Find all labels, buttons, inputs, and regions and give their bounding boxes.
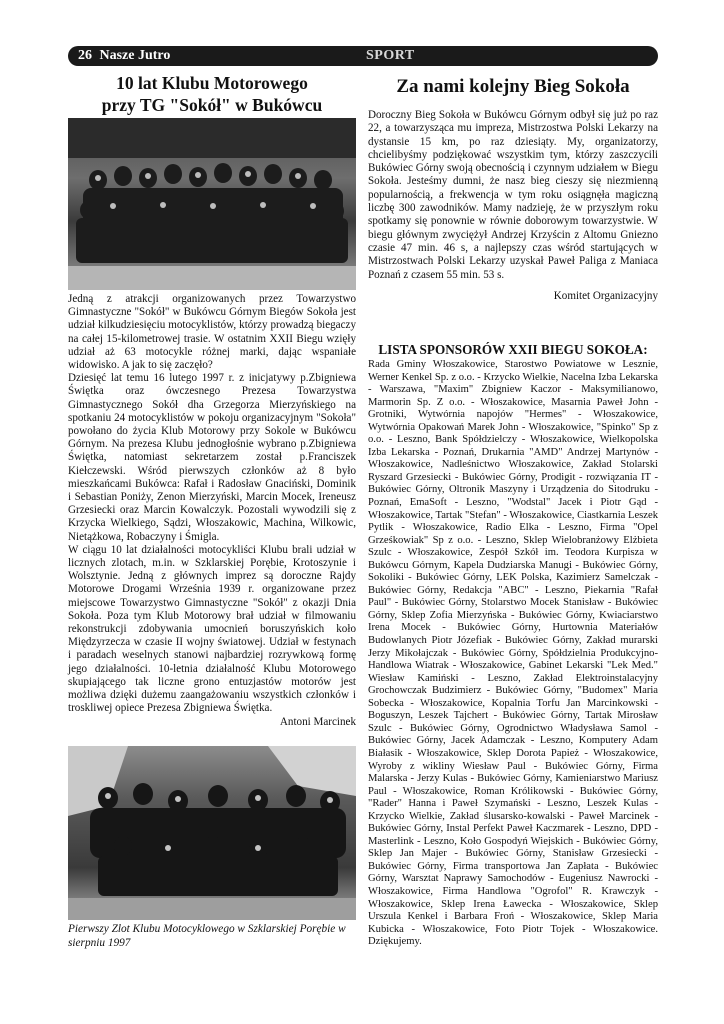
left-paragraph-1: Jedną z atrakcji organizowanych przez Towarzystwo Gimnastyczne "Sokół" w Bukówcu Górnym Biegów Sokoła jest udział kilkudziesięciu motocyklistów, którzy prowadzą biegaczy na całej 15-kilometrowej trasie. W ostatnim XXII Biegu wzięły udział aż 63 motocykle różnej marki, dając wspaniałe widowisko. A jak to się zaczęło? [68, 293, 356, 372]
right-article-signature: Komitet Organizacyjny [553, 289, 658, 302]
group-photo-motorcyclists [68, 118, 356, 290]
rally-photo [68, 746, 356, 920]
right-article-body [368, 109, 658, 303]
left-article-body [68, 293, 356, 729]
page-header-left [78, 48, 174, 64]
left-paragraph-2: Dziesięć lat temu 16 lutego 1997 r. z inicjatywy p.Zbigniewa Świętka oraz ówczesnego Prezesa Towarzystwa Gimnastycznego Sokół dha Grzegorza Mierzyńskiego na spotkaniu 24 motocyklistów w pokoju organizacyjnym "Sokoła" powołano do życia Klub Motorowy przy Sokole w Bukówcu Górnym. Na prezesa Klubu jednogłośnie wybrano p.Zbigniewa Świętka, natomiast sekretarzem został p.Franciszek Kiełczewski. Wśród pierwszych członków aż 8 było mieszkańcami Bukówca: Rafał i Radosław Gnaciński, Dominik i Sebastian Poniży, Zenon Mierzyński, Marcin Mocek, Ireneusz Grzesiecki oraz Marcin Kowalczyk. Pozostali wywodzili się z Krzycka Wielkiego, Sądzi, Włoszakowic, Machina, Wilkowic, Nietążkowa, Robaczyny i Śmigla. [68, 372, 356, 543]
section-label: SPORT [366, 48, 415, 63]
page-header [68, 46, 658, 66]
left-article-author: Antoni Marcinek [279, 715, 356, 728]
magazine-name: Nasze Jutro [99, 48, 171, 63]
right-article-title: Za nami kolejny Bieg Sokoła [396, 76, 630, 97]
left-article-title [68, 72, 356, 116]
right-article-paragraph: Doroczny Bieg Sokoła w Bukówcu Górnym odbył się już po raz 22, a towarzysząca mu impreza, Mistrzostwa Polski Lekarzy na dystansie 15 km, po raz dziesiąty. My, organizatorzy, chcielibyśmy podziękować wszystkim tym, którzy zaszczycili Bukówiec Górny swoją obecnością i czynnym udziałem w Biegu Sokoła. Jesteśmy dumni, że nasz bieg cieszy się niezmienną popularnością, a frekwencja w tym roku osiągnęła magiczną liczbę 300 zawodników. Mamy nadzieję, że w przyszłym roku spotkamy się ponownie w równie doborowym towarzystwie. W biegu głównym zwyciężył Andrzej Krzyścin z Altomu Gniezno czasie 47 min. 46 s, a najlepszy czas wśród startujących w Mistrzostwach Polski Lekarzy uzyskał Paweł Paliga z Maniaca Poznań z czasem 55 min. 53 s. [368, 109, 658, 281]
sponsors-heading: LISTA SPONSORÓW XXII BIEGU SOKOŁA: [378, 342, 648, 357]
rally-photo-illustration [68, 746, 356, 920]
page-number: 26 [78, 48, 92, 63]
left-paragraph-3: W ciągu 10 lat działalności motocykliści Klubu brali udział w licznych zlotach, m.in. w Szklarskiej Porębie, Krotoszynie i Wolsztynie. Jedną z głównych imprez są doroczne Rajdy Motorowe Drogami Września 1939 r. organizowane przez miejscowe Towarzystwo Gimnastyczne "Sokół" z okazji Dnia Sokoła. Poza tym Klub Motorowy brał udział w filmowaniu rekonstrukcji zdobywania umocnień boruszyńskich koło Międzyrzecza w czasie II wojny światowej. Udział w festynach i paradach weselnych stanowi najbardziej rozrywkową formę jego działalności. 10-letnia działalność Klubu Motorowego skupiającego tak liczne grono entuzjastów motorów jest możliwa dzięki dużemu zaangażowaniu wszystkich członków i troskliwej opiece Prezesa Zbigniewa Świętka. [68, 543, 356, 715]
sponsors-list [368, 359, 658, 949]
photo-caption: Pierwszy Zlot Klubu Motocyklowego w Szklarskiej Porębie w sierpniu 1997 [68, 923, 346, 949]
left-title-line1: 10 lat Klubu Motorowego [116, 73, 308, 93]
group-photo-illustration [68, 118, 356, 290]
left-title-line2: przy TG "Sokół" w Bukówcu [101, 95, 323, 115]
sponsors-paragraph: Rada Gminy Włoszakowice, Starostwo Powiatowe w Lesznie, Werner Kenkel Sp. z o.o. - Krzycko Wielkie, Nacelna Izba Lekarska - Warszawa, "Maxim" Zbigniew Kaczor - Maksymilianowo, Marmorin Sp. Z o.o. - Włoszakowice, Masarnia Paweł John - Grotniki, Wytwórnia napojów "Hermes" - Włoszakowice, Wytwórnia Opakowań Marek John - Włoszakowice, "Spinko" Sp z o.o. - Leszno, Bank Spółdzielczy - Włoszakowice, Wielkopolska Izba Lekarska - Poznań, Drukarnia "AMD" Andrzej Martynów - Włoszakowice, Nadleśnictwo Włoszakowice, Zakład Stolarski Ryszard Grzesiecki - Bukówiec Górny, Prodigit - rozwiązania IT - Bukówiec Górny, Oltronik Maszyny i Urządzenia do Sitodruku - Poznań, EmaSoft - Leszno, "Wodstal" Jacek i Piotr Gąd - Włoszakowice, Tartak "Stefan" - Włoszakowice, Ciastkarnia Leszek Pytlik - Włoszakowice, Radio Elka - Leszno, Firma "Opel Grześkowiak" Sp z o.o. - Leszno, Sklep Wielobranżowy Elżbieta Szulc - Włoszakowice, Zespół Szkół im. Teodora Kurpisza w Bukówcu Górnym, Kapela Dudziarska Manugi - Bukówiec Górny, Sokoliki - Bukówiec Górny, LEK Polska, Kazimierz Samelczak - Bukówiec Górny, Redakcja "ABC" - Leszno, Piekarnia "Rafał Paul" - Bukówiec Górny, Stolarstwo Mocek Stanisław - Bukówiec Górny, Sklep Zofia Mierzyńska - Bukówiec Górny, Kwiaciarstwo Irena Mocek - Bukówiec Górny, Hurtownia Materiałów Budowlanych Piotr Józefiak - Bukówiec Górny, Zakład murarski Jerzy Mikołajczak - Bukówiec Górny, Spółdzielnia Produkcyjno-Handlowa Wiatrak - Włoszakowice, Gabinet Lekarski "Lek Med." Wiesław Kamiński - Leszno, Zakład Elektroinstalacyjny Grochowczak Budzimierz - Bukówiec Górny, "Budomex" Maria Sobecka - Włoszakowice, Kopalnia Torfu Jan Marcinkowski - Boguszyn, Leszek Tajchert - Bukówiec Górny, Tartak Mirosław Szulc - Bukówiec Górny, Ogrodnictwo Władysława Samol - Bukówiec Górny, Jacek Adamczak - Leszno, Komputery Adam Białasik - Włoszakowice, Sklep Dorota Papież - Włoszakowice, Wyroby z wikliny Wiesław Paul - Bukówiec Górny, Firma Malarska - Jerzy Kulas - Bukówiec Górny, Kamieniarstwo Mariusz Paul - Włoszakowice, Roman Królikowski - Bukówiec Górny, "Rader" Hanna i Paweł Szymański - Leszno, Leszek Kulas - Krzycko Wielkie, Zakład ślusarsko-kowalski - Paweł Marcinek - Bukówiec Górny, Instal Perfekt Paweł Kaczmarek - Leszno, DPD - Masterlink - Leszno, Koło Gospodyń Wiejskich - Bukówiec Górny, Sklep Jan Majer - Bukówiec Górny, Stanisław Grzesiecki - Bukówiec Górny, Firma transportowa Jan Zapłata - Bukówiec Górny, Warsztat Naprawy Samochodów - Eugeniusz Nawrocki - Włoszakowice, Firma Handlowa "Ogrofol" R. Krawczyk - Włoszakowice, Sklep Irena Ławecka - Włoszakowice, Sklep Urszula Kenkel i Barbara Froń - Włoszakowice, Sklep Maria Kubicka - Włoszakowice, Foto Piotr Tojek - Włoszakowice. Dziękujemy. [368, 359, 658, 948]
